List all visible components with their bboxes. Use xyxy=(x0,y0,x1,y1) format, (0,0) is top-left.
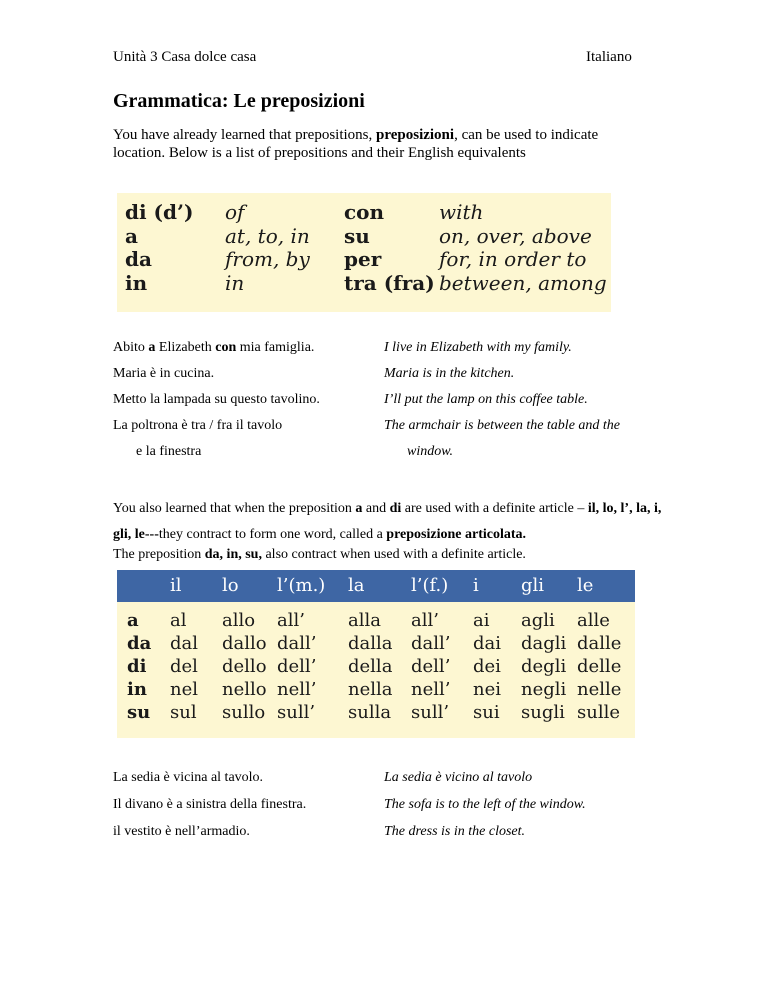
table-cell: nell’ xyxy=(277,679,317,700)
para-bold: a xyxy=(355,501,363,516)
example-text: Abito xyxy=(113,340,149,355)
table-cell: sullo xyxy=(222,702,266,723)
table-row-label: di xyxy=(127,656,147,677)
table-cell: all’ xyxy=(411,610,439,631)
table-cell: degli xyxy=(521,656,567,677)
table-cell: sull’ xyxy=(277,702,316,723)
table-cell: dell’ xyxy=(411,656,451,677)
para-bold: da, in, su, xyxy=(204,547,262,562)
prepositions-box xyxy=(117,193,611,312)
table-cell: dai xyxy=(473,633,502,654)
para-text: You also learned that when the preposition xyxy=(113,501,356,516)
header-right: Italiano xyxy=(586,49,632,65)
example-english: Maria is in the kitchen. xyxy=(384,366,515,381)
table-header-cell: l’(m.) xyxy=(277,575,326,596)
prep-translation: in xyxy=(225,270,245,295)
table-header-cell: i xyxy=(473,575,479,596)
prep-translation: with xyxy=(439,200,484,224)
table-cell: nei xyxy=(473,679,502,700)
table-cell: sui xyxy=(473,702,500,723)
prep-col-italian-1 xyxy=(125,201,193,295)
intro-text-1: You have already learned that prepositions, xyxy=(113,127,376,143)
example-italian xyxy=(113,340,314,356)
para-text: and xyxy=(362,501,390,516)
example-text: mia famiglia. xyxy=(236,340,315,355)
table-row-label: in xyxy=(127,679,147,700)
example-italian: e la finestra xyxy=(136,444,202,459)
table-cell: dall’ xyxy=(277,633,317,654)
prep-translation: between, among xyxy=(439,270,607,295)
para-text: they contract to form one word, called a xyxy=(158,527,387,542)
intro-paragraph xyxy=(113,126,653,162)
articulated-prepositions-table xyxy=(117,570,635,738)
table-cell: nel xyxy=(170,679,199,700)
table-header xyxy=(117,570,635,602)
example-italian: il vestito è nell’armadio. xyxy=(113,824,250,839)
table-cell: sulla xyxy=(348,702,392,723)
para-bold: di xyxy=(389,501,402,516)
table-cell: all’ xyxy=(277,610,305,631)
table-header-cell: la xyxy=(348,575,365,596)
table-header-cell: il xyxy=(170,575,182,596)
table-row-label: da xyxy=(127,633,152,654)
header-left: Unità 3 Casa dolce casa xyxy=(113,49,257,65)
table-cell: negli xyxy=(521,679,567,700)
table-header-cell: l’(f.) xyxy=(411,575,449,596)
prep-col-english-1 xyxy=(225,201,310,295)
table-cell: nella xyxy=(348,679,393,700)
page-title: Grammatica: Le preposizioni xyxy=(113,90,365,112)
prep-translation: from, by xyxy=(225,247,310,271)
table-cell: dei xyxy=(473,656,501,677)
table-cell: dallo xyxy=(222,633,267,654)
table-cell: alle xyxy=(577,610,610,631)
example-text: Elizabeth xyxy=(155,340,216,355)
prep-item: da xyxy=(125,247,152,271)
para-text: are used with a definite article – xyxy=(401,501,588,516)
para-text: The preposition xyxy=(113,547,205,562)
table-cell: nell’ xyxy=(411,679,451,700)
table-header-cell: lo xyxy=(222,575,239,596)
table-cell: dello xyxy=(222,656,267,677)
table-cell: allo xyxy=(222,610,256,631)
example-italian: Metto la lampada su questo tavolino. xyxy=(113,392,320,407)
prep-item: di (d’) xyxy=(125,200,194,224)
example-italian: Maria è in cucina. xyxy=(113,366,215,381)
contraction-paragraph-2 xyxy=(113,546,673,564)
prep-item: per xyxy=(344,247,382,271)
table-cell: sugli xyxy=(521,702,565,723)
example-italian: Il divano è a sinistra della finestra. xyxy=(113,797,307,812)
prep-item: tra (fra) xyxy=(344,270,435,295)
para-bold: il, lo, l’, la, i, gli, le--- xyxy=(113,501,662,542)
table-cell: dal xyxy=(170,633,199,654)
table-cell: della xyxy=(348,656,393,677)
prep-translation: at, to, in xyxy=(225,223,310,248)
prep-col-italian-2 xyxy=(344,201,435,295)
intro-text-2: , can be used to indicate location. Below is a list of prepositions and their English equivalents xyxy=(113,127,599,161)
para-text: also contract when used with a definite article. xyxy=(261,547,526,562)
prep-item: in xyxy=(125,270,148,295)
prep-col-english-2 xyxy=(439,201,607,295)
table-cell: nelle xyxy=(577,679,622,700)
example-italian: La sedia è vicina al tavolo. xyxy=(113,770,264,785)
table-cell: dagli xyxy=(521,633,567,654)
table-row-label: su xyxy=(127,702,151,723)
table-cell: dalle xyxy=(577,633,622,654)
table-cell: dell’ xyxy=(277,656,317,677)
example-english: The armchair is between the table and the xyxy=(384,418,621,433)
contraction-paragraph xyxy=(113,496,673,548)
example-english: La sedia è vicino al tavolo xyxy=(384,770,533,785)
prep-translation: on, over, above xyxy=(439,223,592,248)
table-cell: sul xyxy=(170,702,197,723)
table-cell: ai xyxy=(473,610,490,631)
table-cell: sulle xyxy=(577,702,620,723)
prep-item: a xyxy=(125,223,138,248)
prep-item: con xyxy=(344,200,385,224)
table-cell: del xyxy=(170,656,198,677)
prep-translation: of xyxy=(225,200,245,224)
table-cell: dalla xyxy=(348,633,393,654)
table-cell: sull’ xyxy=(411,702,450,723)
example-bold: a xyxy=(148,340,156,355)
table-header-cell: le xyxy=(577,575,594,596)
table-cell: delle xyxy=(577,656,622,677)
table-cell: al xyxy=(170,610,187,631)
table-header-cell: gli xyxy=(521,575,545,596)
para-bold: preposizione articolata. xyxy=(386,527,527,542)
table-cell: alla xyxy=(348,610,381,631)
table-row-label: a xyxy=(127,610,139,631)
example-english: I’ll put the lamp on this coffee table. xyxy=(384,392,588,407)
intro-bold: preposizioni xyxy=(376,127,455,143)
table-cell: nello xyxy=(222,679,267,700)
prep-item: su xyxy=(344,223,370,248)
example-italian: La poltrona è tra / fra il tavolo xyxy=(113,418,283,433)
table-cell: dall’ xyxy=(411,633,451,654)
table-cell: agli xyxy=(521,610,555,631)
example-english: The sofa is to the left of the window. xyxy=(384,797,586,812)
example-english: window. xyxy=(407,444,454,459)
example-bold: con xyxy=(215,340,237,355)
prep-translation: for, in order to xyxy=(439,247,587,271)
example-english: I live in Elizabeth with my family. xyxy=(384,340,572,355)
example-english: The dress is in the closet. xyxy=(384,824,526,839)
